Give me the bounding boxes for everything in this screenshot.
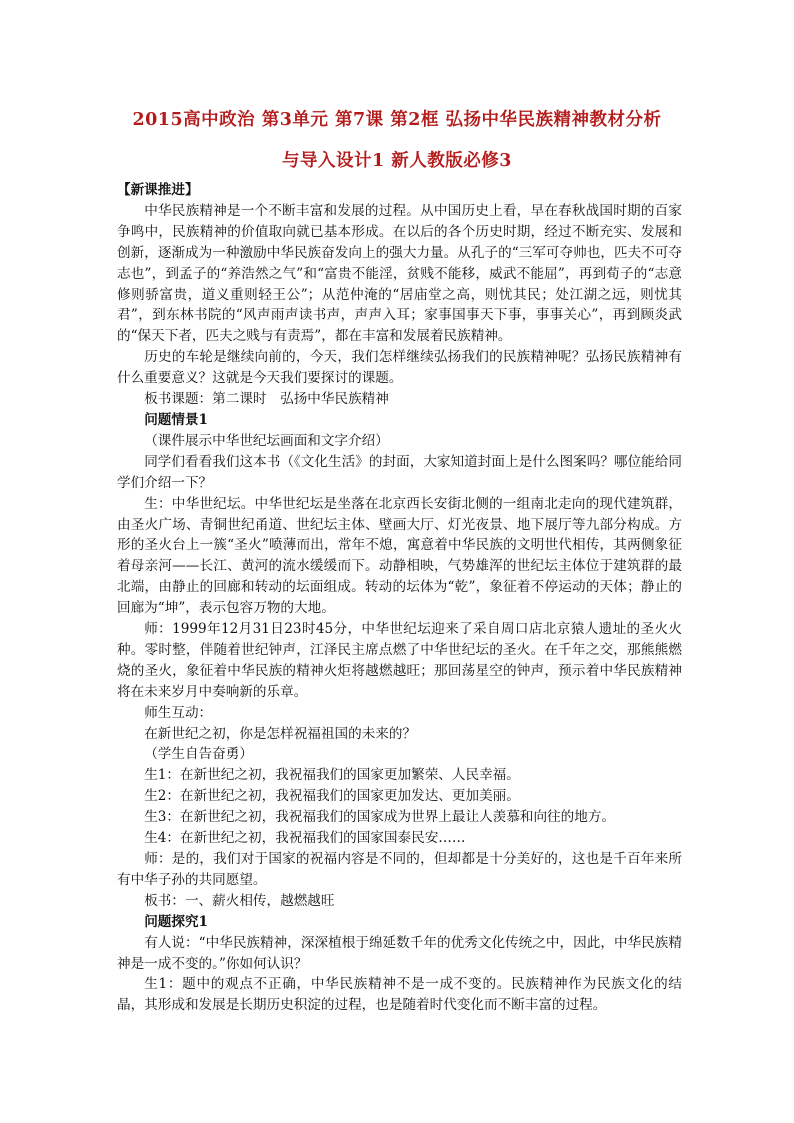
- body-paragraph: 生3：在新世纪之初，我祝福我们的国家成为世界上最让人羡慕和向往的地方。: [144, 809, 616, 826]
- body-paragraph: 师：是的，我们对于国家的祝福内容是不同的，但却都是十分美好的，这也是千百年来所有中华子孙的共同愿望。: [117, 851, 682, 888]
- body-paragraph: （学生自告奋勇）: [144, 746, 253, 763]
- body-paragraph: 历史的车轮是继续向前的，今天，我们怎样继续弘扬我们的民族精神呢？弘扬民族精神有什么重要意义？这就是今天我们要探讨的课题。: [117, 349, 682, 387]
- body-paragraph: 板书：一、薪火相传，越燃越旺: [144, 892, 335, 909]
- body-paragraph: 生1：题中的观点不正确，中华民族精神不是一成不变的。民族精神作为民族文化的结晶，其形成和发展是长期历史积淀的过程，也是随着时代变化而不断丰富的过程。: [117, 976, 682, 1014]
- problem-scene-heading: 问题情景1: [144, 411, 209, 428]
- document-title-line1: 2015高中政治 第3单元 第7课 第2框 弘扬中华民族精神教材分析: [132, 110, 662, 130]
- body-paragraph: 同学们看看我们这本书（《文化生活》的封面，大家知道封面上是什么图案吗？哪位能给同学们介绍一下？: [117, 453, 682, 491]
- body-paragraph: 板书课题：第二课时 弘扬中华民族精神: [144, 391, 389, 408]
- body-paragraph: 生4：在新世纪之初，我祝福我们的国家国泰民安……: [144, 830, 466, 847]
- body-paragraph: 中华民族精神是一个不断丰富和发展的过程。从中国历史上看，早在春秋战国时期的百家争鸣中，民族精神的价值取向就已基本形成。在以后的各个历史时期，经过不断充实、发展和创新，逐渐成为一种激励中华民族奋发向上的强大力量。从孔子的“三军可夺帅也，匹夫不可夺志也”，到孟子的“养浩然之气”和“富贵不能淫，贫贱不能移，威武不能屈”，再到荀子的“志意修则骄富贵，道义重则轻王公”；从范仲淹的“居庙堂之高，则忧其民；处江湖之远，则忧其君”，到东林书院的“风声雨声读书声，声声入耳；家事国事天下事，事事关心”，再到顾炎武的“保天下者，匹夫之贱与有责焉”，都在丰富和发展着民族精神。: [117, 202, 682, 345]
- body-paragraph: （课件展示中华世纪坛画面和文字介绍）: [144, 432, 389, 449]
- body-paragraph: 生2：在新世纪之初，我祝福我们的国家更加发达、更加美丽。: [144, 788, 520, 805]
- body-paragraph: 在新世纪之初，你是怎样祝福祖国的未来的？: [144, 725, 417, 742]
- section-heading: 【新课推进】: [117, 182, 199, 198]
- body-paragraph: 师：1999年12月31日23时45分，中华世纪坛迎来了采自周口店北京猿人遗址的圣火火种。零时整，伴随着世纪钟声，江泽民主席点燃了中华世纪坛的圣火。在千年之交，那熊熊燃烧的圣火，象征着中华民族的精神火炬将越燃越旺；那回荡星空的钟声，预示着中华民族精神将在未来岁月中奏响新的乐章。: [117, 621, 682, 700]
- problem-explore-heading: 问题探究1: [144, 913, 209, 930]
- body-paragraph: 生：中华世纪坛。中华世纪坛是坐落在北京西长安街北侧的一组南北走向的现代建筑群，由圣火广场、青铜世纪甬道、世纪坛主体、壁画大厅、灯光夜景、地下展厅等九部分构成。方形的圣火台上一簇“圣火”喷薄而出，常年不熄，寓意着中华民族的文明世代相传，其两侧象征着母亲河——长江、黄河的流水缓缓而下。动静相映，气势雄浑的世纪坛主体位于建筑群的最北端，由静止的回廊和转动的坛面组成。转动的坛体为“乾”，象征着不停运动的天体；静止的回廊为“坤”，表示包容万物的大地。: [117, 495, 682, 617]
- body-paragraph: 生1：在新世纪之初，我祝福我们的国家更加繁荣、人民幸福。: [144, 767, 520, 784]
- body-paragraph: 师生互动：: [144, 704, 213, 721]
- document-title-line2: 与导入设计1 新人教版必修3: [282, 151, 512, 171]
- document-body: [117, 180, 682, 1016]
- body-paragraph: 有人说：“中华民族精神，深深植根于绵延数千年的优秀文化传统之中，因此，中华民族精神是一成不变的。”你如何认识？: [117, 934, 682, 972]
